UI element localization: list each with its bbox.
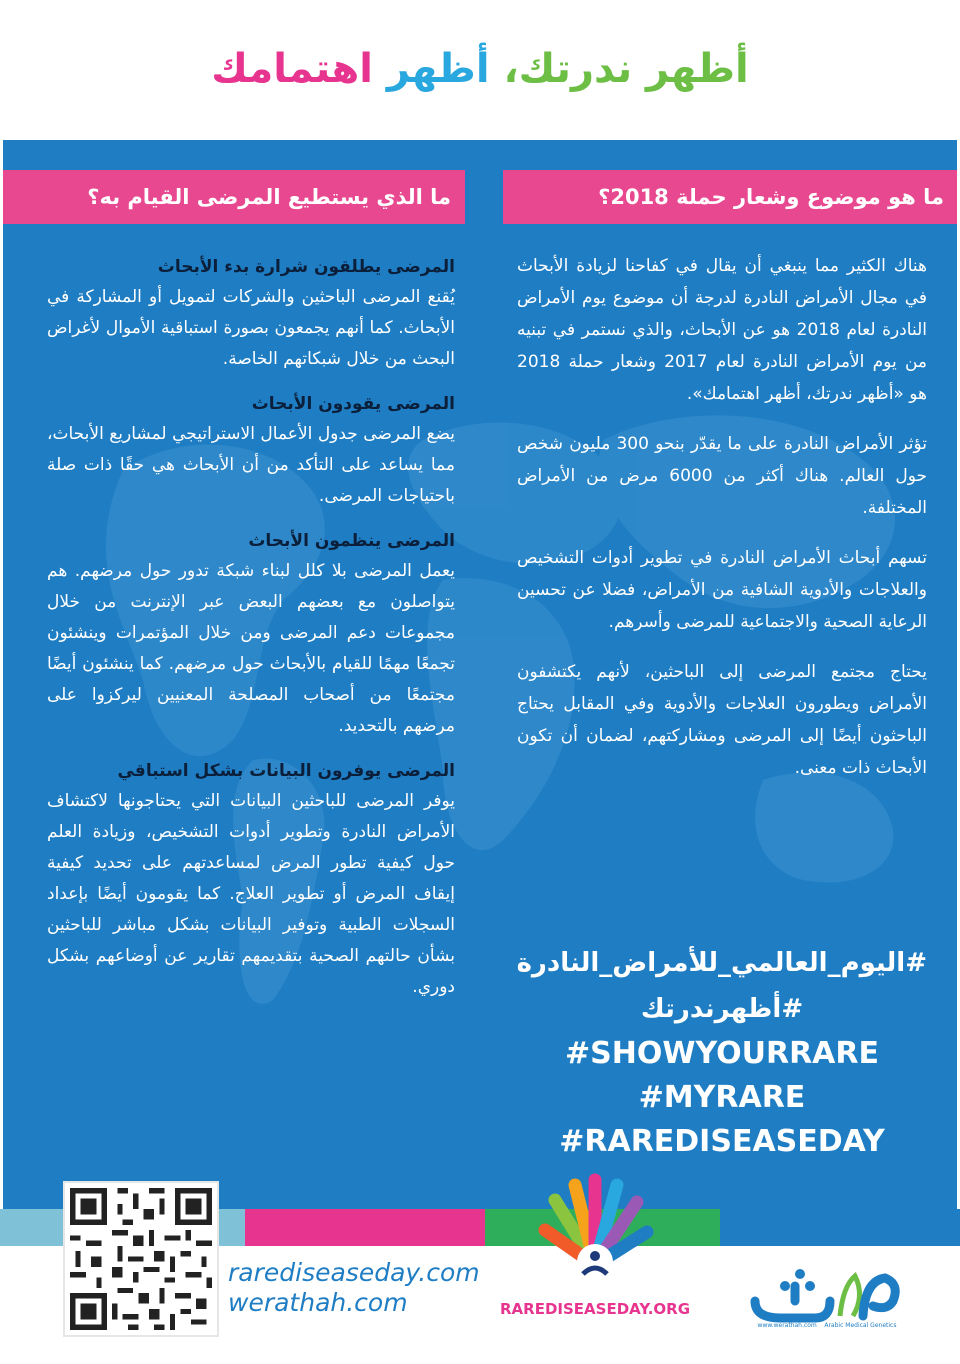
title-part-2: أظهر [386,46,490,92]
werathah-url: www.werathah.com [757,1322,817,1329]
hashtag-arabic: #أظهرندرتك [640,994,804,1024]
hashtag-english: #RAREDISEASEDAY [559,1124,885,1159]
right-column [517,250,927,802]
color-band-pink [245,1209,485,1246]
qr-code-icon [65,1183,217,1335]
hashtag-english: #SHOWYOURRARE [565,1036,879,1071]
left-column [47,252,455,1017]
section-heading: المرضى يوفرون البيانات بشكل استباقي [117,761,455,781]
left-column-header: ما الذي يستطيع المرضى القيام به؟ [3,170,465,224]
urls-block [228,1258,508,1318]
right-paragraph: هناك الكثير مما ينبغي أن يقال في كفاحنا لزيادة الأبحاث في مجال الأمراض النادرة لدرجة أن موضوع يوم الأمراض النادرة لعام 2018 هو عن الأبحاث، والذي نستمر في تبنيه من يوم الأمراض النادرة لعام 2017 وشعار حملة 2018 هو «أظهر ندرتك، أظهر اهتمامك». [517,256,928,404]
werathah-tagline: Arabic Medical Genetics [824,1322,897,1329]
content-panel [3,140,957,1209]
hashtags-block [517,940,927,1164]
hashtag-english: #MYRARE [638,1080,806,1115]
right-column-header: ما هو موضوع وشعار حملة 2018؟ [503,170,957,224]
page-title [0,46,960,92]
right-paragraph: تسهم أبحاث الأمراض النادرة في تطوير أدوات التشخيص والعلاجات والأدوية الشافية من الأمراض، فضلا عن تحسين الرعاية الصحية والاجتماعية للمرضى وأسرهم. [517,548,927,632]
title-part-1: أظهر ندرتك، [503,46,749,92]
right-paragraph: تؤثر الأمراض النادرة على ما يقدّر بنحو 300 مليون شخص حول العالم. هناك أكثر من 6000 مرض من الأمراض المختلفة. [517,434,928,518]
rare-disease-day-hands-logo [525,1170,665,1295]
section-heading: المرضى يطلقون شرارة بدء الأبحاث [157,257,455,277]
section-body: يُقنع المرضى الباحثين والشركات لتمويل أو المشاركة في الأبحاث. كما أنهم يجمعون بصورة استباقية الأموال لأغراض البحث من خلال شبكاتهم الخاصة. [47,287,455,369]
url-link[interactable]: werathah.com [228,1288,408,1317]
url-link[interactable]: rarediseaseday.com [228,1258,480,1287]
hashtag-arabic: #اليوم_العالمي_للأمراض_النادرة [516,948,927,978]
color-band-blue [720,1209,960,1246]
werathah-logo [745,1256,905,1326]
qr-code[interactable] [63,1181,219,1337]
title-part-3: اهتمامك [211,46,373,92]
right-paragraph: يحتاج مجتمع المرضى إلى الباحثين، لأنهم يكتشفون الأمراض ويطورون العلاجات والأدوية وفي المقابل يحتاج الباحثون أيضًا إلى المرضى ومشاركتهم، لضمان أن تكون الأبحاث ذات معنى. [517,662,927,778]
section-heading: المرضى يقودون الأبحاث [251,394,455,414]
section-heading: المرضى ينظمون الأبحاث [248,531,455,551]
werathah-caption [742,1322,912,1329]
rare-disease-day-org[interactable]: RAREDISEASEDAY.ORG [500,1300,691,1318]
section-body: يوفر المرضى للباحثين البيانات التي يحتاجونها لاكتشاف الأمراض النادرة وتطوير أدوات التشخيص، وزيادة العلم حول كيفية تطور المرض لمساعدتهم على تحديد كيفية إيقاف المرض أو تطوير العلاج. كما يقومون أيضًا بإعداد السجلات الطبية وتوفير البيانات بشكل مباشر للباحثين بشأن حالتهم الصحية بتقديمهم تقارير عن أوضاعهم بشكل دوري. [47,791,455,997]
section-body: يضع المرضى جدول الأعمال الاستراتيجي لمشاريع الأبحاث، مما يساعد على التأكد من أن الأبحاث هي حقًا ذات صلة باحتياجات المرضى. [47,424,455,506]
section-body: يعمل المرضى بلا كلل لبناء شبكة تدور حول مرضهم. هم يتواصلون مع بعضهم البعض عبر الإنترنت من خلال مجموعات دعم المرضى ومن خلال المؤتمرات وينشئون تجمعًا مهمًا للقيام بالأبحاث حول مرضهم. كما ينشئون أيضًا مجتمعًا من أصحاب المصلحة المعنيين ليركزوا على مرضهم بالتحديد. [47,561,455,736]
